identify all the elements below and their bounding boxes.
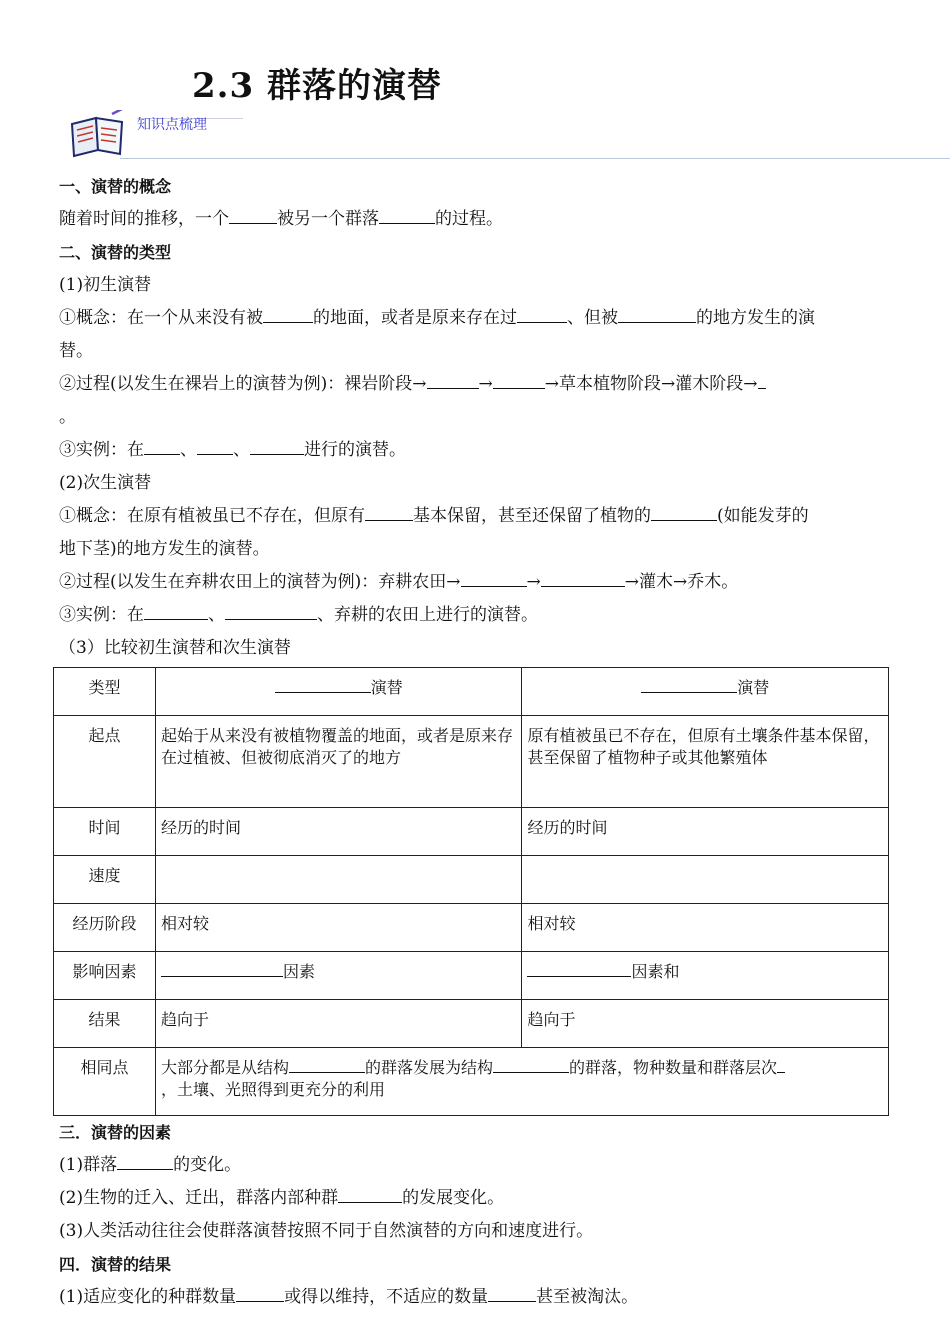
text: (1)群落 <box>59 1155 118 1175</box>
primary-process-cont: 。 <box>59 407 76 427</box>
section-4-title: 四．演替的结果 <box>59 1255 172 1274</box>
fill-blank[interactable] <box>641 678 737 693</box>
factor-1 <box>59 1149 894 1182</box>
fill-blank[interactable] <box>225 605 317 620</box>
primary-concept <box>59 302 894 335</box>
table-cell: 起始于从来没有被植物覆盖的地面，或者是原来存在过植被、但被彻底消灭了的地方 <box>155 716 522 808</box>
section-subtitle: 知识点梳理 <box>137 117 207 133</box>
secondary-concept <box>59 500 894 533</box>
table-cell <box>522 668 889 716</box>
table-cell: 相同点 <box>54 1048 156 1116</box>
fill-blank[interactable] <box>263 308 313 323</box>
fill-blank[interactable] <box>275 678 371 693</box>
comparison-heading: （3）比较初生演替和次生演替 <box>59 638 291 658</box>
text: ，土壤、光照得到更充分的利用 <box>160 1080 385 1099</box>
table-cell: 类型 <box>54 668 156 716</box>
table-cell: 相对较 <box>522 904 889 952</box>
table-row <box>54 1048 889 1116</box>
fill-blank[interactable] <box>493 1058 569 1073</box>
section-1-paragraph <box>59 203 894 236</box>
fill-blank[interactable] <box>427 374 479 389</box>
text: 、弃耕的农田上进行的演替。 <box>317 605 538 625</box>
fill-blank[interactable] <box>379 209 435 224</box>
primary-example <box>59 434 894 467</box>
text: 因素和 <box>631 962 680 981</box>
table-row <box>54 808 889 856</box>
fill-blank[interactable] <box>117 1155 173 1170</box>
text: 、 <box>208 605 225 625</box>
fill-blank[interactable] <box>758 374 766 389</box>
table-cell: 经历的时间 <box>155 808 522 856</box>
table-cell: 趋向于 <box>522 1000 889 1048</box>
text: 被另一个群落 <box>277 209 379 229</box>
fill-blank[interactable] <box>161 962 283 977</box>
text: 随着时间的推移，一个 <box>59 209 229 229</box>
table-cell <box>155 952 522 1000</box>
text: 进行的演替。 <box>304 440 406 460</box>
secondary-succession-heading: (2)次生演替 <box>59 473 152 493</box>
table-cell: 经历阶段 <box>54 904 156 952</box>
text: → <box>478 374 493 394</box>
table-cell: 速度 <box>54 856 156 904</box>
fill-blank[interactable] <box>618 308 696 323</box>
fill-blank[interactable] <box>229 209 277 224</box>
table-cell: 原有植被虽已不存在，但原有土壤条件基本保留，甚至保留了植物种子或其他繁殖体 <box>522 716 889 808</box>
table-cell <box>155 856 522 904</box>
text: 的过程。 <box>435 209 503 229</box>
text: ③实例：在 <box>59 605 144 625</box>
table-row <box>54 716 889 808</box>
fill-blank[interactable] <box>461 572 527 587</box>
table-cell: 起点 <box>54 716 156 808</box>
table-cell <box>522 952 889 1000</box>
text: 的发展变化。 <box>402 1188 505 1208</box>
primary-concept-cont: 替。 <box>59 341 93 361</box>
text: 的群落，物种数量和群落层次 <box>569 1058 778 1077</box>
table-row <box>54 952 889 1000</box>
text: 大部分都是从结构 <box>160 1058 289 1077</box>
fill-blank[interactable] <box>144 605 208 620</box>
table-cell <box>155 1048 888 1116</box>
fill-blank[interactable] <box>651 506 717 521</box>
primary-process <box>59 368 894 401</box>
secondary-concept-cont: 地下茎)的地方发生的演替。 <box>59 539 270 559</box>
table-row <box>54 904 889 952</box>
fill-blank[interactable] <box>493 374 545 389</box>
text: 的地面，或者是原来存在过 <box>313 308 517 328</box>
text: 、 <box>180 440 197 460</box>
text: →灌木→乔木。 <box>624 572 739 592</box>
text: ②过程(以发生在裸岩上的演替为例)：裸岩阶段→ <box>59 374 427 394</box>
table-cell <box>155 668 522 716</box>
fill-blank[interactable] <box>777 1058 785 1073</box>
open-book-icon <box>68 110 128 158</box>
section-1-title: 一、演替的概念 <box>59 177 172 196</box>
worksheet-content <box>59 170 894 1314</box>
text: (2)生物的迁入、迁出，群落内部种群 <box>59 1188 339 1208</box>
text: (如能发芽的 <box>717 506 809 526</box>
section-2-title: 二、演替的类型 <box>59 243 172 262</box>
text: → <box>526 572 541 592</box>
text: ①概念：在原有植被虽已不存在，但原有 <box>59 506 365 526</box>
fill-blank[interactable] <box>488 1287 536 1302</box>
table-cell: 趋向于 <box>155 1000 522 1048</box>
primary-succession-heading: (1)初生演替 <box>59 275 152 295</box>
table-row <box>54 1000 889 1048</box>
fill-blank[interactable] <box>527 962 631 977</box>
text: →草本植物阶段→灌木阶段→ <box>544 374 758 394</box>
factor-2 <box>59 1182 894 1215</box>
text: 的地方发生的演 <box>696 308 815 328</box>
text: 、 <box>233 440 250 460</box>
fill-blank[interactable] <box>144 440 180 455</box>
text: ①概念：在一个从来没有被 <box>59 308 263 328</box>
fill-blank[interactable] <box>197 440 233 455</box>
text: ③实例：在 <box>59 440 144 460</box>
text: 或得以维持，不适应的数量 <box>284 1287 489 1307</box>
table-cell: 经历的时间 <box>522 808 889 856</box>
text: (1)适应变化的种群数量 <box>59 1287 237 1307</box>
secondary-process <box>59 566 894 599</box>
fill-blank[interactable] <box>365 506 413 521</box>
fill-blank[interactable] <box>250 440 304 455</box>
table-cell: 时间 <box>54 808 156 856</box>
text: 演替 <box>737 678 770 697</box>
table-header-row <box>54 668 889 716</box>
text: 的变化。 <box>173 1155 242 1175</box>
comparison-table <box>53 667 889 1116</box>
text: 、但被 <box>567 308 618 328</box>
result-1 <box>59 1281 894 1314</box>
header-divider <box>120 158 950 159</box>
text: 基本保留，甚至还保留了植物的 <box>413 506 651 526</box>
text: 甚至被淘汰。 <box>536 1287 639 1307</box>
text: ②过程(以发生在弃耕农田上的演替为例)：弃耕农田→ <box>59 572 461 592</box>
fill-blank[interactable] <box>236 1287 284 1302</box>
text: 的群落发展为结构 <box>365 1058 494 1077</box>
table-cell <box>522 856 889 904</box>
section-3-title: 三．演替的因素 <box>59 1123 172 1142</box>
fill-blank[interactable] <box>289 1058 365 1073</box>
factor-3: (3)人类活动往往会使群落演替按照不同于自然演替的方向和速度进行。 <box>59 1221 594 1241</box>
page-title: 2.3 群落的演替 <box>192 66 442 106</box>
table-row <box>54 856 889 904</box>
fill-blank[interactable] <box>517 308 567 323</box>
fill-blank[interactable] <box>541 572 625 587</box>
secondary-example <box>59 599 894 632</box>
table-cell: 相对较 <box>155 904 522 952</box>
fill-blank[interactable] <box>338 1188 402 1203</box>
text: 演替 <box>370 678 403 697</box>
text: 因素 <box>282 962 315 981</box>
table-cell: 影响因素 <box>54 952 156 1000</box>
table-cell: 结果 <box>54 1000 156 1048</box>
